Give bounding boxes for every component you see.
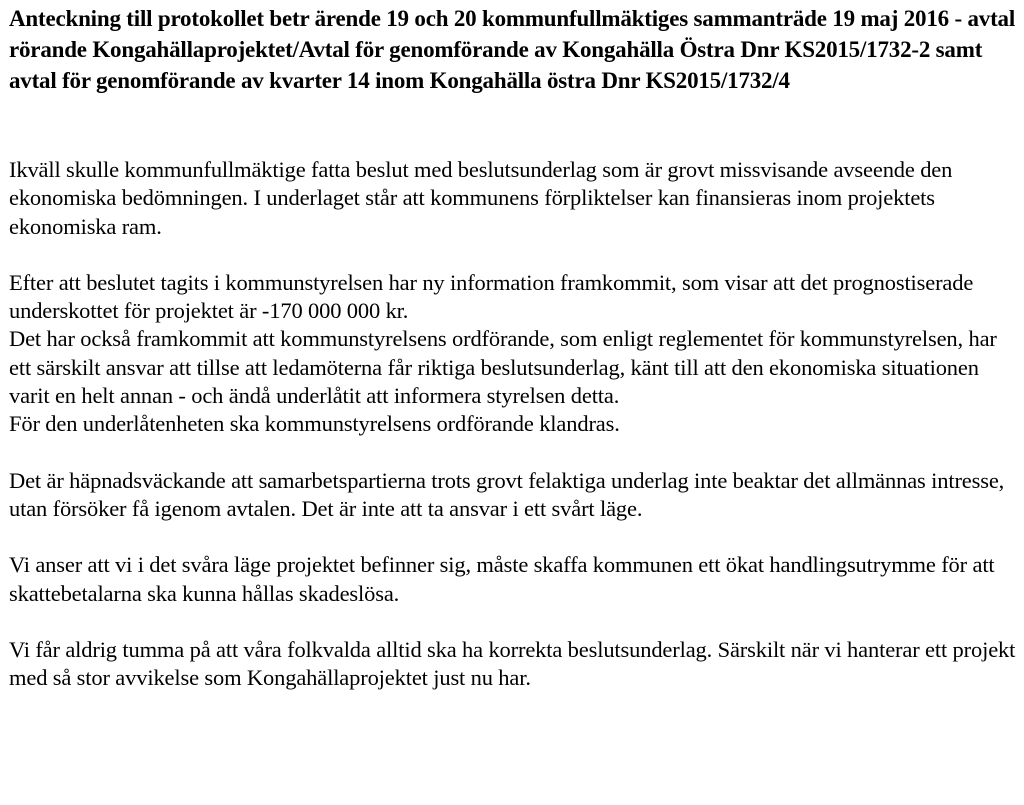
paragraph-partners: Det är häpnadsväckande att samarbetspartierna trots grovt felaktiga underlag inte beaktar det allmännas intresse, utan försöker få igenom avtalen. Det är inte att ta ansvar i ett svårt läge. <box>9 467 1005 521</box>
paragraph-chair-responsibility: Det har också framkommit att kommunstyrelsens ordförande, som enligt reglementet för kommunstyrelsen, har ett särskilt ansvar att tillse att ledamöterna får riktiga beslutsunderlag, känt till att den ekonomiska situationen varit en helt annan - och ändå underlåtit att informera styrelsen detta. <box>9 326 997 409</box>
document-page <box>9 0 1019 692</box>
paragraph-intro: Ikväll skulle kommunfullmäktige fatta beslut med beslutsunderlag som är grovt missvisande avseende den ekonomiska bedömningen. I underlaget står att kommunens förpliktelser kan finansieras inom projektets ekonomiska ram. <box>9 157 953 239</box>
paragraph-position: Vi anser att vi i det svåra läge projektet befinner sig, måste skaffa kommunen ett ökat handlingsutrymme för att skattebetalarna ska kunna hållas skadeslösa. <box>9 552 995 606</box>
paragraph-new-information: Efter att beslutet tagits i kommunstyrelsen har ny information framkommit, som visar att det prognostiserade underskottet för projektet är -170 000 000 kr. <box>9 269 974 324</box>
spacer <box>9 523 1019 551</box>
spacer <box>9 608 1019 636</box>
document-heading: Anteckning till protokollet betr ärende 19 och 20 kommunfullmäktiges sammanträde 19 maj 2016 - avtal rörande Kongahällaprojektet/Avtal för genomförande av Kongahälla Östra Dnr KS2015/1732-2 samt avtal för genomförande av kvarter 14 inom Kongahälla östra Dnr KS2015/1732/4 <box>9 6 1016 93</box>
spacer <box>9 439 1019 467</box>
spacer <box>9 96 1019 156</box>
paragraph-closing: Vi får aldrig tumma på att våra folkvalda alltid ska ha korrekta beslutsunderlag. Särskilt när vi hanterar ett projekt med så stor avvikelse som Kongahällaprojektet just nu har. <box>9 636 1016 691</box>
paragraph-criticism: För den underlåtenheten ska kommunstyrelsens ordförande klandras. <box>9 411 620 437</box>
spacer <box>9 241 1019 269</box>
